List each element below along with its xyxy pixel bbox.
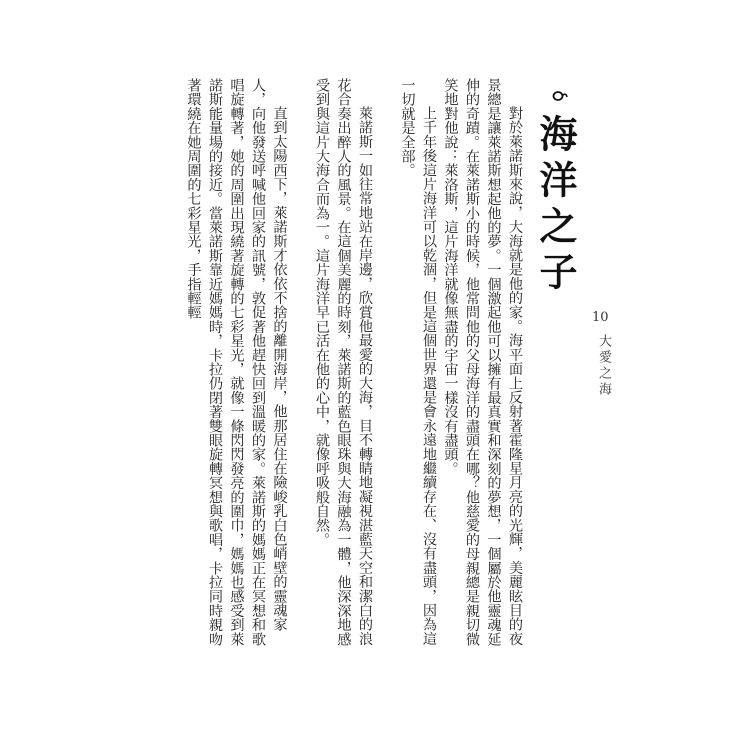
chapter-heading: [530, 90, 580, 320]
paragraph: 對於萊諾斯來說，大海就是他的家。海平面上反射著霍隆星月亮的光輝，美麗眩目的夜景總是讓萊諾斯想起他的夢。一個激起他可以擁有最真實和深刻的夢想，一個屬於他靈魂延伸的奇蹟。在萊諾斯小的時候，他常問他的父母海洋的盡頭在哪？他慈愛的母親總是親切微笑地對他說：萊洛斯，這片海洋就像無盡的宇宙一樣沒有盡頭。: [442, 78, 523, 646]
paragraph: 直到太陽西下，萊諾斯才依依不捨的離開海岸，他那居住在險峻乳白色峭壁的靈魂家人，向他發送呼喊他回家的訊號，敦促著他趕快回到溫暖的家。萊諾斯的媽媽正在冥想和歌唱旋轉著，她的周圍出現繞著旋轉的七彩星光，就像一條閃閃發亮的圍巾，媽媽也感受到萊諾斯能量場的接近。當萊諾斯靠近媽媽時，卡拉仍閉著雙眼旋轉冥想與歌唱，卡拉同時親吻著環繞在她周圍的七彩星光，手指輕輕: [185, 78, 288, 646]
paragraph: 萊諾斯一如往常地站在岸邊，欣賞他最愛的大海，目不轉睛地凝視湛藍天空和潔白的浪花合奏出醉人的風景。在這個美麗的時刻，萊諾斯的藍色眼珠與大海融為一體，他深深地感受到與這片大海合而為一。這片海洋早已活在他的心中，就像呼吸般自然。: [314, 78, 373, 646]
body-text: [170, 78, 525, 660]
paragraph: 上千年後這片海洋可以乾涸，但是這個世界還是會永遠地繼續存在、沒有盡頭，因為這一切就是全部。: [399, 78, 437, 646]
ornament-icon: [552, 90, 568, 102]
running-head: [588, 310, 618, 420]
chapter-title: 海洋之子: [533, 114, 578, 298]
book-title: 大愛之海: [596, 334, 611, 398]
page-number: 10: [592, 310, 609, 325]
